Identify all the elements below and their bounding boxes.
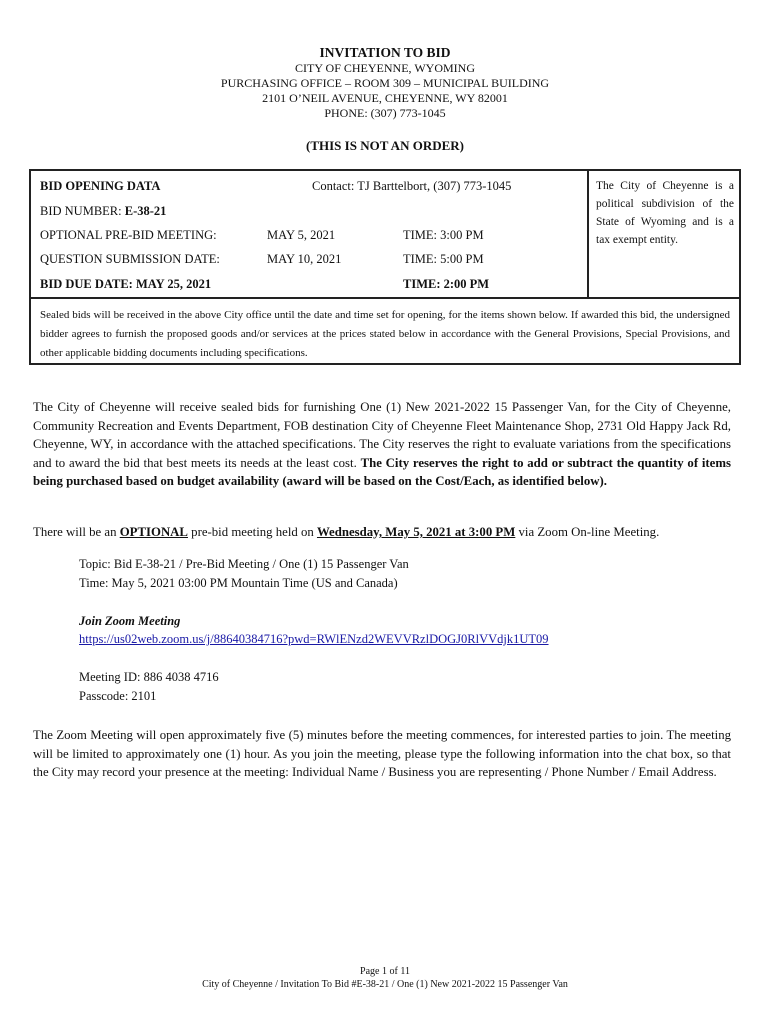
question-label: QUESTION SUBMISSION DATE: (40, 252, 220, 266)
sealed-bids-notice: Sealed bids will be received in the above City office until the date and time set for opening, for the items shown below. If awarded this bid, the undersigned bidder agrees to furnish the proposed goods and/or services at the prices stated below in accordance with the General Provisions, Special Provisions, and other applicable bidding documents including specifications. (29, 297, 741, 365)
meeting-passcode: Passcode: 2101 (79, 689, 157, 703)
bid-opening-data-box (29, 169, 741, 299)
prebid-text-b: pre-bid meeting held on (187, 525, 317, 539)
optional-emphasis: OPTIONAL (119, 525, 188, 539)
prebid-text-c: via Zoom On-line Meeting. (515, 525, 660, 539)
page-footer (0, 965, 770, 991)
bid-number-label: BID NUMBER: (40, 204, 125, 218)
prebid-meeting-date: Wednesday, May 5, 2021 at 3:00 PM (316, 525, 516, 539)
intro-bold-reservation: The City reserves the right to add or subtract the quantity of items being purchased based on budget availability (award will be based on the Cost/Each, as identified below). (33, 455, 732, 488)
zoom-time: Time: May 5, 2021 03:00 PM Mountain Time (US and Canada) (79, 576, 398, 590)
bid-opening-details (31, 171, 589, 297)
prebid-date: MAY 5, 2021 (267, 228, 336, 242)
question-time: TIME: 5:00 PM (403, 252, 484, 266)
zoom-meeting-link[interactable]: https://us02web.zoom.us/j/88640384716?pwd=RWlENzd2WEVVRzlDOGJ0RlVVdjk1UT09 (79, 632, 549, 646)
document-title: INVITATION TO BID (319, 45, 451, 60)
intro-text: The City of Cheyenne will receive sealed bids for furnishing One (1) New 2021-2022 15 Passenger Van, for the City of Cheyenne, Community Recreation and Events Department, FOB destination City of Cheyenne Fleet Maintenance Shop, 2731 Old Happy Jack Rd, Cheyenne, WY, in accordance with the attached specifications. The City reserves the right to evaluate variations from the specifications and to award the bid that best meets its needs at the least cost. (33, 400, 731, 470)
question-date: MAY 10, 2021 (267, 252, 342, 266)
join-zoom-label: Join Zoom Meeting (79, 614, 181, 628)
bid-due-time: TIME: 2:00 PM (403, 277, 490, 291)
zoom-instructions-paragraph: The Zoom Meeting will open approximately five (5) minutes before the meeting commences, for interested parties to join. The meeting will be limited to approximately one (1) hour. As you join the meeting, please type the following information into the chat box, so that the City may record your presence at the meeting: Individual Name / Business you are representing / Phone Number / Email Address. (33, 728, 731, 779)
prebid-time: TIME: 3:00 PM (403, 228, 484, 242)
page-number: Page 1 of 11 (360, 966, 410, 977)
header-office: PURCHASING OFFICE – ROOM 309 – MUNICIPAL BUILDING (220, 76, 550, 90)
header-address: 2101 O’NEIL AVENUE, CHEYENNE, WY 82001 (262, 91, 508, 105)
not-an-order-notice: (THIS IS NOT AN ORDER) (306, 138, 464, 153)
bid-number (40, 204, 166, 219)
intro-paragraph (33, 398, 731, 491)
contact-info: Contact: TJ Barttelbort, (307) 773-1045 (312, 179, 512, 193)
bid-due-date: BID DUE DATE: MAY 25, 2021 (40, 277, 212, 291)
prebid-label: OPTIONAL PRE-BID MEETING: (40, 228, 217, 242)
bid-number-value: E-38-21 (124, 204, 167, 218)
meeting-id: Meeting ID: 886 4038 4716 (79, 670, 219, 684)
zoom-topic: Topic: Bid E-38-21 / Pre-Bid Meeting / One (1) 15 Passenger Van (79, 557, 409, 571)
prebid-paragraph (33, 523, 731, 542)
tax-exempt-note: The City of Cheyenne is a political subdivision of the State of Wyoming and is a tax exempt entity. (596, 180, 734, 246)
header-phone: PHONE: (307) 773-1045 (324, 106, 446, 120)
bid-opening-heading: BID OPENING DATA (40, 179, 161, 193)
header-city: CITY OF CHEYENNE, WYOMING (295, 61, 475, 75)
footer-document-title: City of Cheyenne / Invitation To Bid #E-38-21 / One (1) New 2021-2022 15 Passenger Van (202, 979, 568, 990)
document-header (0, 44, 770, 121)
prebid-text-a: There will be an (33, 525, 120, 539)
